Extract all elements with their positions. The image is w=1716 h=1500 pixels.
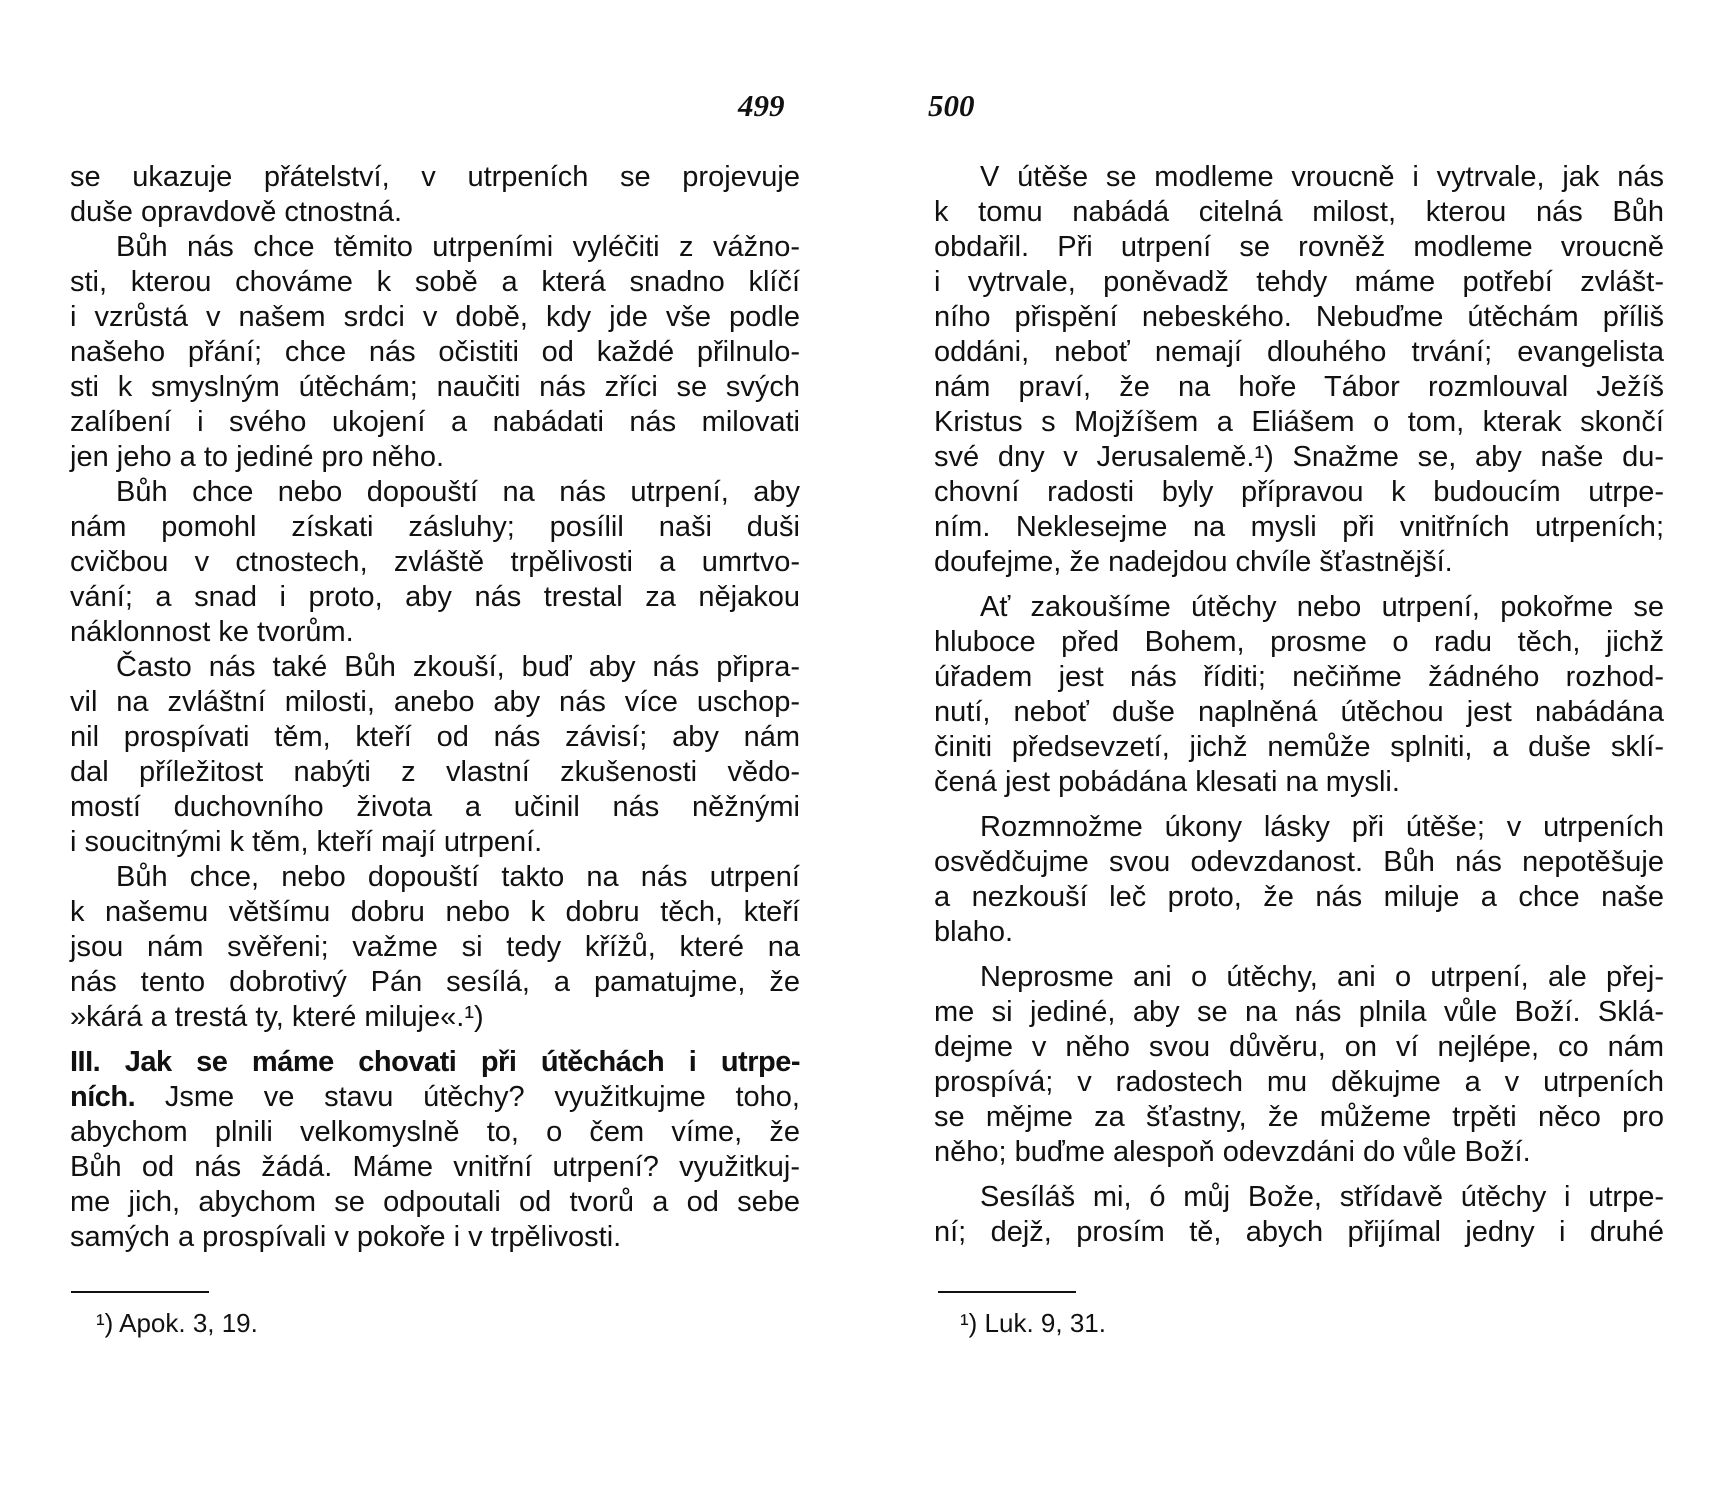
text-line: k tomu nabádá citelná milost, kterou nás Bůh	[934, 196, 1664, 228]
text-line: duše opravdově ctnostná.	[70, 196, 403, 228]
text-line: se ukazuje přátelství, v utrpeních se projevuje	[70, 161, 800, 193]
text-line: me jich, abychom se odpoutali od tvorů a od sebe	[70, 1186, 800, 1218]
text-line: Sesíláš mi, ó můj Bože, střídavě útěchy i utrpe-	[980, 1181, 1664, 1213]
text-line: zalíbení i svého ukojení a nabádati nás milovati	[70, 406, 800, 438]
text-line: V útěše se modleme vroucně i vytrvale, jak nás	[980, 161, 1664, 193]
text-line: ním. Neklesejme na mysli při vnitřních utrpeních;	[934, 511, 1664, 543]
text-line: i vytrvale, poněvadž tehdy máme potřebí zvlášt-	[934, 266, 1664, 298]
text-line: našeho přání; chce nás očistiti od každé přilnulo-	[70, 336, 800, 368]
section-heading: ních.	[70, 1081, 136, 1113]
text-line: čená jest pobádána klesati na mysli.	[934, 766, 1400, 798]
text-line: vání; a snad i proto, aby nás trestal za nějakou	[70, 581, 800, 613]
text-line: osvědčujme svou odevzdanost. Bůh nás nepotěšuje	[934, 846, 1664, 878]
text-line: nutí, neboť duše naplněná útěchou jest nabádána	[934, 696, 1664, 728]
text-line: Bůh od nás žádá. Máme vnitřní utrpení? využitkuj-	[70, 1151, 800, 1183]
text-line: obdařil. Při utrpení se rovněž modleme vroucně	[934, 231, 1664, 263]
text-line: prospívá; v radostech mu děkujme a v utrpeních	[934, 1066, 1664, 1098]
text-line: me si jediné, aby se na nás plnila vůle Boží. Sklá-	[934, 996, 1664, 1028]
text-line: něho; buďme alespoň odevzdáni do vůle Boží.	[934, 1136, 1531, 1168]
text-line: náklonnost ke tvorům.	[70, 616, 354, 648]
text-line: hluboce před Bohem, prosme o radu těch, jichž	[934, 626, 1664, 658]
text-line: samých a prospívali v pokoře i v trpělivosti.	[70, 1221, 622, 1253]
text-line: jsou nám svěřeni; važme si tedy křížů, které na	[70, 931, 800, 963]
text-line: jen jeho a to jediné pro něho.	[70, 441, 445, 473]
text-line: nil prospívati těm, kteří od nás závisí; aby nám	[70, 721, 800, 753]
text-line: činiti předsevzetí, jichž nemůže splniti, a duše sklí-	[934, 731, 1664, 763]
text-line: vil na zvláštní milosti, anebo aby nás více uschop-	[70, 686, 800, 718]
text-line: abychom plnili velkomyslně to, o čem víme, že	[70, 1116, 800, 1148]
text-line: sti, kterou chováme k sobě a která snadno klíčí	[70, 266, 800, 298]
text-line: doufejme, že nadejdou chvíle šťastnější.	[934, 546, 1453, 578]
footnote-left: ¹) Apok. 3, 19.	[96, 1308, 258, 1338]
text-line: Bůh chce, nebo dopouští takto na nás utrpení	[116, 861, 800, 893]
text-line: i vzrůstá v našem srdci v době, kdy jde vše podle	[70, 301, 800, 333]
footnote-rule-right	[938, 1291, 1076, 1293]
text-line: i soucitnými k těm, kteří mají utrpení.	[70, 826, 543, 858]
text-line: k našemu většímu dobru nebo k dobru těch, kteří	[70, 896, 800, 928]
text-line: své dny v Jerusalemě.¹) Snažme se, aby naše du-	[934, 441, 1664, 473]
left-text-column	[70, 160, 800, 1255]
page-number-right: 500	[928, 88, 975, 123]
text-line: nás tento dobrotivý Pán sesílá, a pamatujme, že	[70, 966, 800, 998]
footnote-right: ¹) Luk. 9, 31.	[960, 1308, 1106, 1338]
text-line: »kárá a trestá ty, které miluje«.¹)	[70, 1001, 484, 1033]
text-line: chovní radosti byly přípravou k budoucím utrpe-	[934, 476, 1664, 508]
text-line: Často nás také Bůh zkouší, buď aby nás připra-	[116, 651, 800, 683]
text-line: úřadem jest nás říditi; nečiňme žádného rozhod-	[934, 661, 1664, 693]
right-text-column	[934, 160, 1664, 1250]
text-line: Rozmnožme úkony lásky při útěše; v utrpeních	[980, 811, 1664, 843]
text-line: nám praví, že na hoře Tábor rozmlouval Ježíš	[934, 371, 1664, 403]
section-heading: III. Jak se máme chovati při útěchách i utrpe-	[70, 1046, 800, 1078]
text-line: a nezkouší leč proto, že nás miluje a chce naše	[934, 881, 1664, 913]
text-line	[70, 1045, 800, 1080]
text-line: sti k smyslným útěchám; naučiti nás zříci se svých	[70, 371, 800, 403]
text-line: Ať zakoušíme útěchy nebo utrpení, pokořme se	[980, 591, 1664, 623]
text-line: oddáni, neboť nemají dlouhého trvání; evangelista	[934, 336, 1664, 368]
text-line: Kristus s Mojžíšem a Eliášem o tom, kterak skončí	[934, 406, 1664, 438]
text-line: dejme v něho svou důvěru, on ví nejlépe, co nám	[934, 1031, 1664, 1063]
text-line: mostí duchovního života a učinil nás něžnými	[70, 791, 800, 823]
text-line: dal příležitost nabýti z vlastní zkušenosti vědo-	[70, 756, 800, 788]
text-line: nám pomohl získati zásluhy; posílil naši duši	[70, 511, 800, 543]
text-line: Bůh nás chce těmito utrpeními vyléčiti z vážno-	[116, 231, 800, 263]
text-line: blaho.	[934, 916, 1014, 948]
page-number-left: 499	[738, 88, 785, 123]
footnote-rule-left	[71, 1291, 209, 1293]
text-line: Bůh chce nebo dopouští na nás utrpení, aby	[116, 476, 800, 508]
text-line: cvičbou v ctnostech, zvláště trpělivosti a umrtvo-	[70, 546, 800, 578]
text-line: Neprosme ani o útěchy, ani o utrpení, ale přej-	[980, 961, 1664, 993]
text-line: se mějme za šťastny, že můžeme trpěti něco pro	[934, 1101, 1664, 1133]
right-page	[858, 0, 1716, 1500]
text-line: ních. Jsme ve stavu útěchy? využitkujme toho,	[70, 1081, 800, 1113]
text-line: ní; dejž, prosím tě, abych přijímal jedny i druhé	[934, 1216, 1664, 1248]
text-line: ního přispění nebeského. Nebuďme útěchám příliš	[934, 301, 1664, 333]
